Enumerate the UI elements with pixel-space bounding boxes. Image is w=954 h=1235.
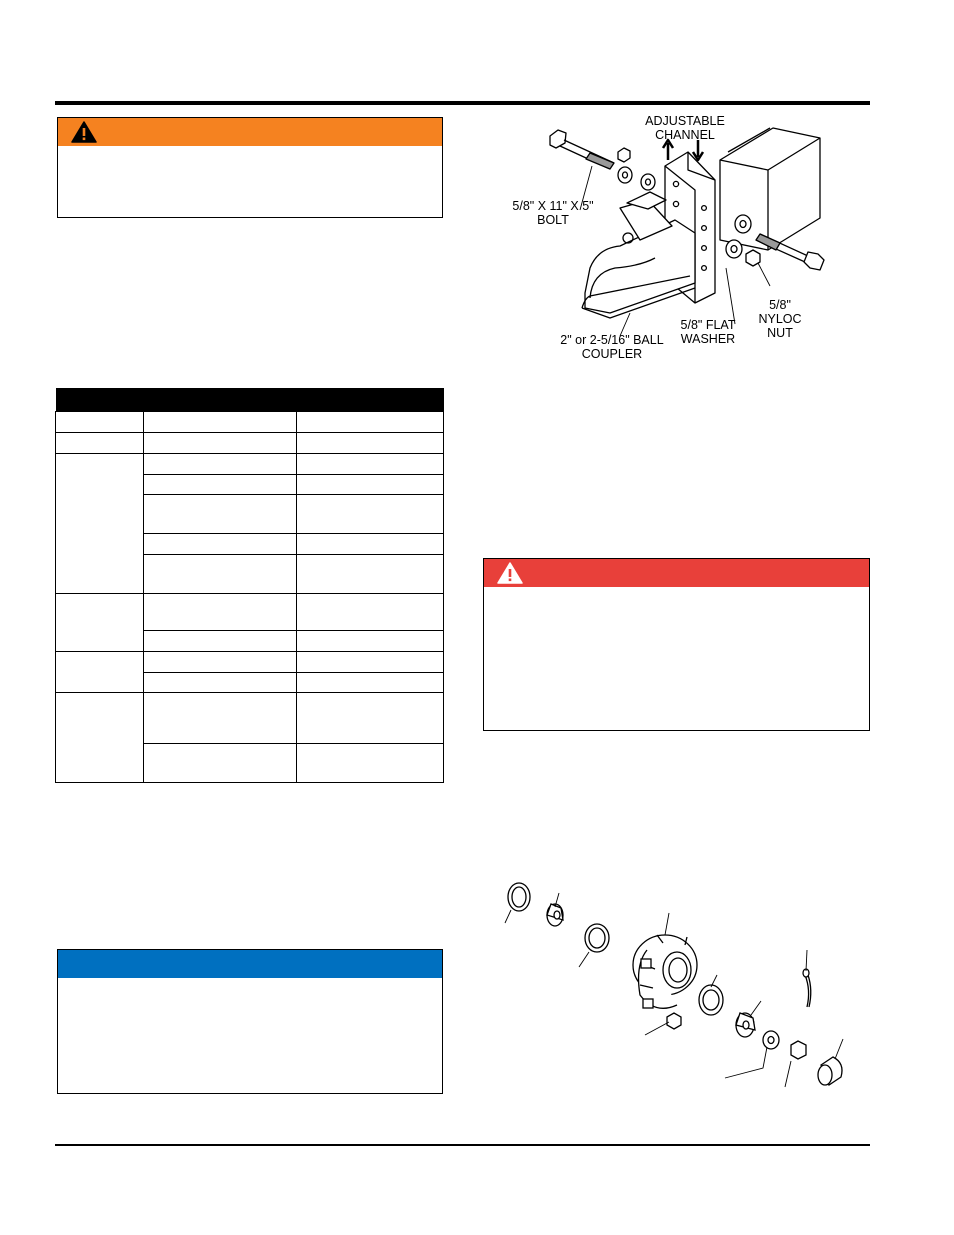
tongue-tube — [720, 128, 820, 250]
danger-header-bar — [484, 559, 869, 587]
castle-nut — [791, 1041, 806, 1059]
outer-bearing — [736, 1013, 755, 1037]
hub — [633, 935, 697, 1008]
label-ball-coupler: 2" or 2-5/16" BALL — [560, 333, 664, 347]
warning-triangle-icon — [71, 121, 97, 143]
nut-left — [618, 148, 630, 162]
flat-washer-right — [735, 215, 751, 233]
table-row — [56, 454, 444, 475]
notice-header-bar — [58, 950, 442, 978]
inner-bearing — [547, 904, 563, 926]
svg-text:NYLOC: NYLOC — [758, 312, 802, 326]
bolt-right — [756, 234, 824, 270]
ball-coupler — [582, 192, 695, 318]
notice-box — [57, 949, 443, 1094]
warning-header-bar — [58, 118, 442, 146]
spec-table — [55, 388, 444, 783]
flat-washer-right-2 — [726, 240, 742, 258]
svg-text:WASHER: WASHER — [680, 332, 736, 346]
arrow-up-icon — [663, 140, 673, 160]
table-header-row — [56, 388, 444, 412]
footer-rule — [55, 1144, 870, 1146]
danger-box — [483, 558, 870, 731]
table-row — [56, 412, 444, 433]
table-row — [56, 652, 444, 673]
label-bolt: 5/8" X 11" X 5" — [512, 199, 594, 213]
dust-cap — [818, 1057, 842, 1085]
table-row — [56, 693, 444, 744]
svg-text:CHANNEL: CHANNEL — [655, 128, 715, 142]
bolt-left — [550, 130, 614, 169]
table-row — [56, 433, 444, 454]
header-rule — [55, 101, 870, 105]
table-row — [56, 594, 444, 631]
label-flat-washer: 5/8" FLAT — [680, 318, 736, 332]
warning-box — [57, 117, 443, 218]
arrow-down-icon — [693, 140, 703, 160]
svg-text:COUPLER: COUPLER — [581, 347, 643, 361]
washer-left — [618, 167, 632, 183]
hub-exploded-figure — [495, 875, 860, 1095]
warning-triangle-icon — [497, 562, 523, 584]
svg-text:NUT: NUT — [767, 326, 793, 340]
washer-left-2 — [641, 174, 655, 190]
label-adjustable-channel: ADJUSTABLE — [645, 114, 725, 128]
cotter-pin — [805, 975, 811, 1007]
svg-text:BOLT: BOLT — [537, 213, 569, 227]
label-nyloc-nut: 5/8" — [769, 298, 791, 312]
coupler-assembly-figure — [490, 108, 870, 373]
lug-nut — [667, 1013, 681, 1029]
